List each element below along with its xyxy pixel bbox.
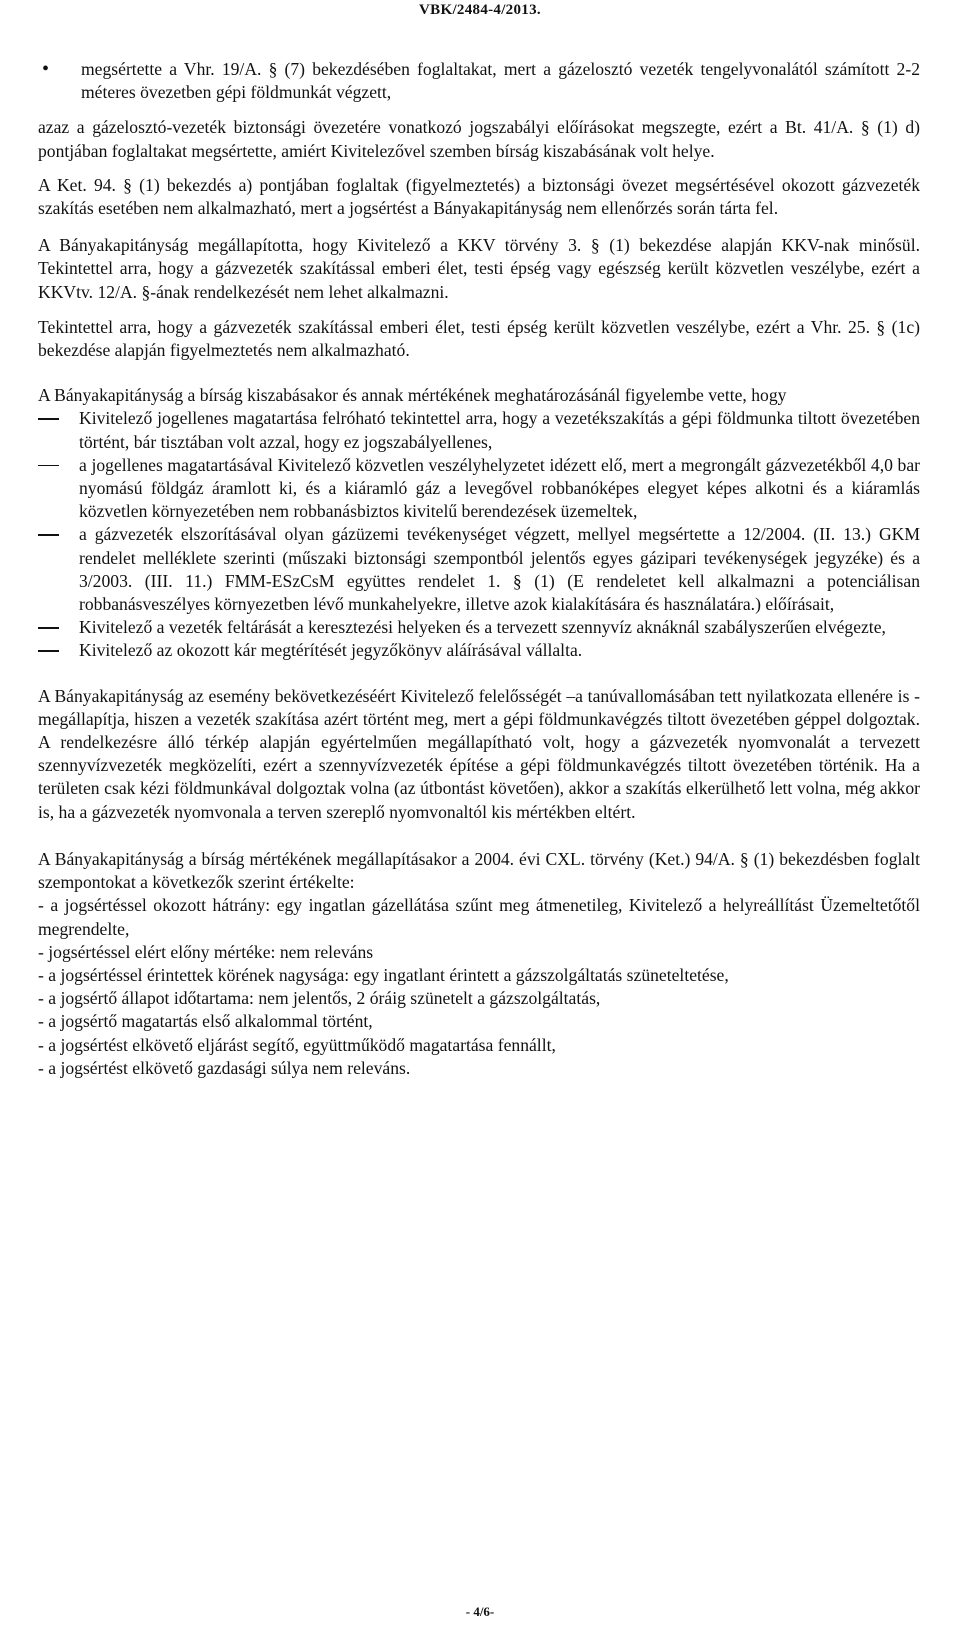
dash-list-item: Kivitelező a vezeték feltárását a keresztezési helyeken és a tervezett szennyvíz aknáknál szabályszerűen elvégezte, [38, 616, 920, 639]
dash-list [38, 407, 920, 662]
criteria-line: - a jogsértéssel okozott hátrány: egy ingatlan gázellátása szűnt meg átmenetileg, Kivitelező a helyreállítást Üzemeltetőtől megrendelte, [38, 895, 920, 939]
document-body [38, 58, 920, 1080]
criteria-line: - a jogsértő magatartás első alkalommal történt, [38, 1011, 373, 1032]
paragraph-3: A Bányakapitányság megállapította, hogy Kivitelező a KKV törvény 3. § (1) bekezdése alapján KKV-nak minősül. Tekintettel arra, hogy a gázvezeték szakítással emberi élet, testi épség vagy egészség került közvetlen veszélybe, ezért a KKVtv. 12/A. §-ának rendelkezését nem lehet alkalmazni. [38, 235, 920, 302]
criteria-line: - a jogsértéssel érintettek körének nagysága: egy ingatlant érintett a gázszolgáltatás szüneteltetése, [38, 964, 729, 985]
paragraph-4: Tekintettel arra, hogy a gázvezeték szakítással emberi élet, testi épség került közvetlen veszélybe, ezért a Vhr. 25. § (1c) bekezdése alapján figyelmeztetés nem alkalmazható. [38, 316, 920, 361]
criteria-line: - a jogsértést elkövető gazdasági súlya nem releváns. [38, 1057, 411, 1078]
criteria-line: - a jogsértő állapot időtartama: nem jelentős, 2 óráig szünetelt a gázszolgáltatás, [38, 988, 601, 1009]
criteria-list [38, 894, 920, 1080]
paragraph-7: A Bányakapitányság a bírság mértékének megállapításakor a 2004. évi CXL. törvény (Ket.) 94/A. § (1) bekezdésben foglalt szempontokat a következők szerint értékelte: [38, 848, 920, 893]
dash-list-item: Kivitelező jogellenes magatartása felróható tekintettel arra, hogy a vezetékszakítás a gépi földmunka tiltott övezetében történt, bár tisztában volt azzal, hogy ez jogszabályellenes, [38, 407, 920, 453]
paragraph-1: azaz a gázelosztó-vezeték biztonsági övezetére vonatkozó jogszabályi előírásokat megszegte, ezért a Bt. 41/A. § (1) d) pontjában foglaltakat megsértette, amiért Kivitelezővel szemben bírság kiszabásának volt helye. [38, 117, 920, 161]
criteria-line: - jogsértéssel elért előny mértéke: nem releváns [38, 941, 374, 962]
criteria-line: - a jogsértést elkövető eljárást segítő, együttműködő magatartása fennállt, [38, 1034, 556, 1055]
dash-list-item: a gázvezeték elszorításával olyan gázüzemi tevékenységet végzett, mellyel megsértette a 12/2004. (II. 13.) GKM rendelet melléklete szerinti (műszaki biztonsági szempontból jelentős egyes gázipari tevékenységek jegyzéke) és a 3/2003. (III. 11.) FMM-ESzCsM együttes rendelet 1. § (1) (E rendeletet kell alkalmazni a potenciálisan robbanásveszélyes környezetben lévő munkahelyekre, illetve azok kialakítására és használatára.) előírásait, [38, 523, 920, 616]
dash-list-item: Kivitelező az okozott kár megtérítését jegyzőkönyv aláírásával vállalta. [38, 639, 920, 662]
dash-list-item: a jogellenes magatartásával Kivitelező közvetlen veszélyhelyzetet idézett elő, mert a megrongált gázvezetékből 4,0 bar nyomású földgáz áramlott ki, és a kiáramló gáz a levegővel robbanóképes elegyet képes alkotni és a kiáramlás közvetlen környezetében nem robbanásbiztos kivitelű berendezések üzemeltek, [38, 454, 920, 524]
paragraph-6: A Bányakapitányság az esemény bekövetkezéséért Kivitelező felelősségét –a tanúvallomásában tett nyilatkozata ellenére is - megállapítja, hiszen a vezeték szakítása azért történt meg, mert a gépi földmunkavégzés tiltott övezetében géppel dolgoztak. A rendelkezésre álló térkép alapján egyértelműen megállapítható volt, hogy a gázvezeték nyomvonalát a tervezett szennyvízvezeték megközelíti, ezért a szennyvízvezeték építése a gépi földmunkavégzés tiltott övezetében történik. Ha a területen csak kézi földmunkával dolgoztak volna (az útbontást követően), akkor a szakítás elkerülhető lett volna, még akkor is, ha a gázvezeték nyomvonala a terven szereplő nyomvonaltól kis mértékben eltért. [38, 685, 920, 822]
bullet-paragraph: • megsértette a Vhr. 19/A. § (7) bekezdésében foglaltakat, mert a gázelosztó vezeték tengelyvonalától számított 2-2 méteres övezetben gépi földmunkát végzett, [38, 58, 920, 104]
paragraph-2: A Ket. 94. § (1) bekezdés a) pontjában foglaltak (figyelmeztetés) a biztonsági övezet megsértésével okozott gázvezeték szakítás esetében nem alkalmazható, mert a jogsértést a Bányakapitányság nem ellenőrzés során tárta fel. [38, 174, 920, 219]
paragraph-5: A Bányakapitányság a bírság kiszabásakor és annak mértékének meghatározásánál figyelembe vette, hogy [38, 385, 787, 406]
page-number-footer: - 4/6- [465, 1604, 495, 1619]
document-number-header: VBK/2484-4/2013. [419, 2, 541, 18]
